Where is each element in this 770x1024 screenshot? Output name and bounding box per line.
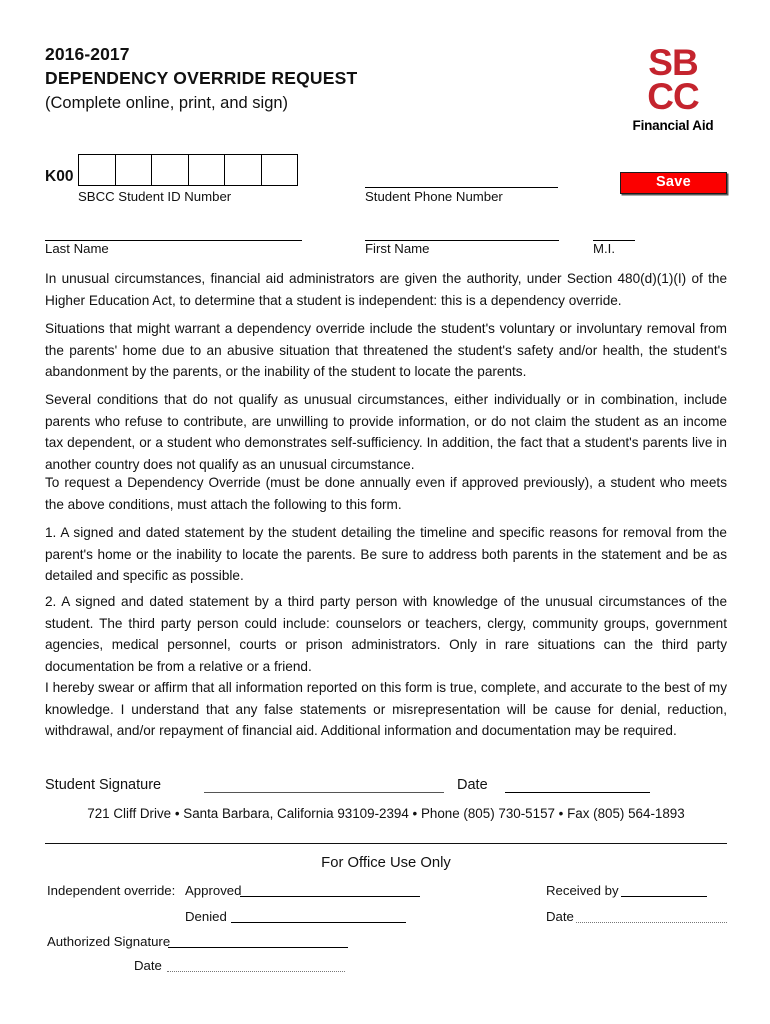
- approved-input[interactable]: [240, 896, 420, 897]
- first-name-label: First Name: [365, 241, 430, 256]
- title-block: [45, 42, 525, 116]
- student-signature-input[interactable]: [204, 792, 444, 793]
- sbcc-logo: [618, 42, 728, 134]
- student-id-boxes[interactable]: [78, 154, 298, 186]
- denied-input[interactable]: [231, 922, 406, 923]
- student-id-box-1[interactable]: [79, 155, 116, 185]
- paragraph-authority: In unusual circumstances, financial aid administrators are given the authority, under Section 480(d)(1)(I) of the Higher Education Act, to determine that a student is independent: this is a dependency override.: [45, 271, 727, 308]
- save-button[interactable]: Save: [620, 172, 727, 194]
- paragraph-certification: I hereby swear or affirm that all information reported on this form is true, complete, and accurate to the best of my knowledge. I understand that any false statements or misrepresentation will be cause for denial, reduction, withdrawal, and/or repayment of financial aid. Additional information and documentation may be required.: [45, 680, 727, 738]
- document-year: 2016-2017: [45, 44, 130, 64]
- authorized-signature-input[interactable]: [168, 947, 348, 948]
- page-content: [45, 0, 727, 1024]
- paragraph-how-to-request: To request a Dependency Override (must be done annually even if approved previously), a student who meets the above conditions, must attach the following to this form.: [45, 475, 727, 512]
- student-id-box-4[interactable]: [189, 155, 226, 185]
- student-phone-input[interactable]: [365, 187, 558, 188]
- campus-address: 721 Cliff Drive • Santa Barbara, California 93109-2394 • Phone (805) 730-5157 • Fax (805) 564-1893: [87, 806, 685, 821]
- logo-caption: Financial Aid: [632, 118, 714, 133]
- received-date-input[interactable]: [576, 922, 727, 923]
- logo-line-sb: SB: [648, 42, 698, 83]
- page-title: DEPENDENCY OVERRIDE REQUEST: [45, 68, 358, 88]
- paragraph-requirement-2: 2. A signed and dated statement by a third party person with knowledge of the unusual circumstances of the student. The third party person could include: counselors or teachers, clergy, community groups, government agencies, medical personnel, courts or prison administrators. Only in rare situations can the third party documentation be from a relative or a friend.: [45, 594, 727, 674]
- signature-date-label: Date: [457, 777, 488, 793]
- authorized-signature-label: Authorized Signature: [47, 934, 171, 949]
- approved-label: Approved: [185, 883, 242, 898]
- student-id-box-5[interactable]: [225, 155, 262, 185]
- denied-label: Denied: [185, 909, 227, 924]
- document-subtitle: (Complete online, print, and sign): [45, 94, 289, 112]
- student-id-box-6[interactable]: [262, 155, 299, 185]
- student-id-box-2[interactable]: [116, 155, 153, 185]
- last-name-label: Last Name: [45, 241, 109, 256]
- student-signature-label: Student Signature: [45, 777, 162, 793]
- authorized-date-input[interactable]: [167, 971, 345, 972]
- middle-initial-label: M.I.: [593, 241, 615, 256]
- logo-line-cc: CC: [647, 76, 699, 117]
- paragraph-requirement-1: 1. A signed and dated statement by the student detailing the timeline and specific reasons for removal from the parent's home or the inability to locate the parents. Be sure to address both parents in the statement and be as detailed and specific as possible.: [45, 525, 727, 583]
- received-by-input[interactable]: [621, 896, 707, 897]
- signature-date-input[interactable]: [505, 792, 650, 793]
- received-date-label: Date: [546, 909, 574, 924]
- student-id-prefix: K00: [45, 168, 74, 185]
- student-id-box-3[interactable]: [152, 155, 189, 185]
- paragraph-non-qualifying: Several conditions that do not qualify as unusual circumstances, either individually or in combination, include parents who refuse to contribute, are unwilling to provide information, or do not claim the student as an income tax dependent, or a student who demonstrates self-sufficiency. In addition, the fact that a student's parents live in another country does not qualify as an unusual circumstance.: [45, 392, 727, 472]
- independent-override-label: Independent override:: [47, 883, 176, 898]
- office-use-title: For Office Use Only: [321, 855, 451, 871]
- student-id-label: SBCC Student ID Number: [78, 189, 232, 204]
- authorized-date-label: Date: [134, 958, 162, 973]
- received-by-label: Received by: [546, 883, 619, 898]
- student-phone-label: Student Phone Number: [365, 189, 503, 204]
- office-section-divider: [45, 843, 727, 844]
- paragraph-qualifying-situations: Situations that might warrant a dependency override include the student's voluntary or involuntary removal from the parents' home due to an abusive situation that threatened the student's safety and/or health, the student's abandonment by the parents, or the inability of the student to locate the parents.: [45, 321, 727, 379]
